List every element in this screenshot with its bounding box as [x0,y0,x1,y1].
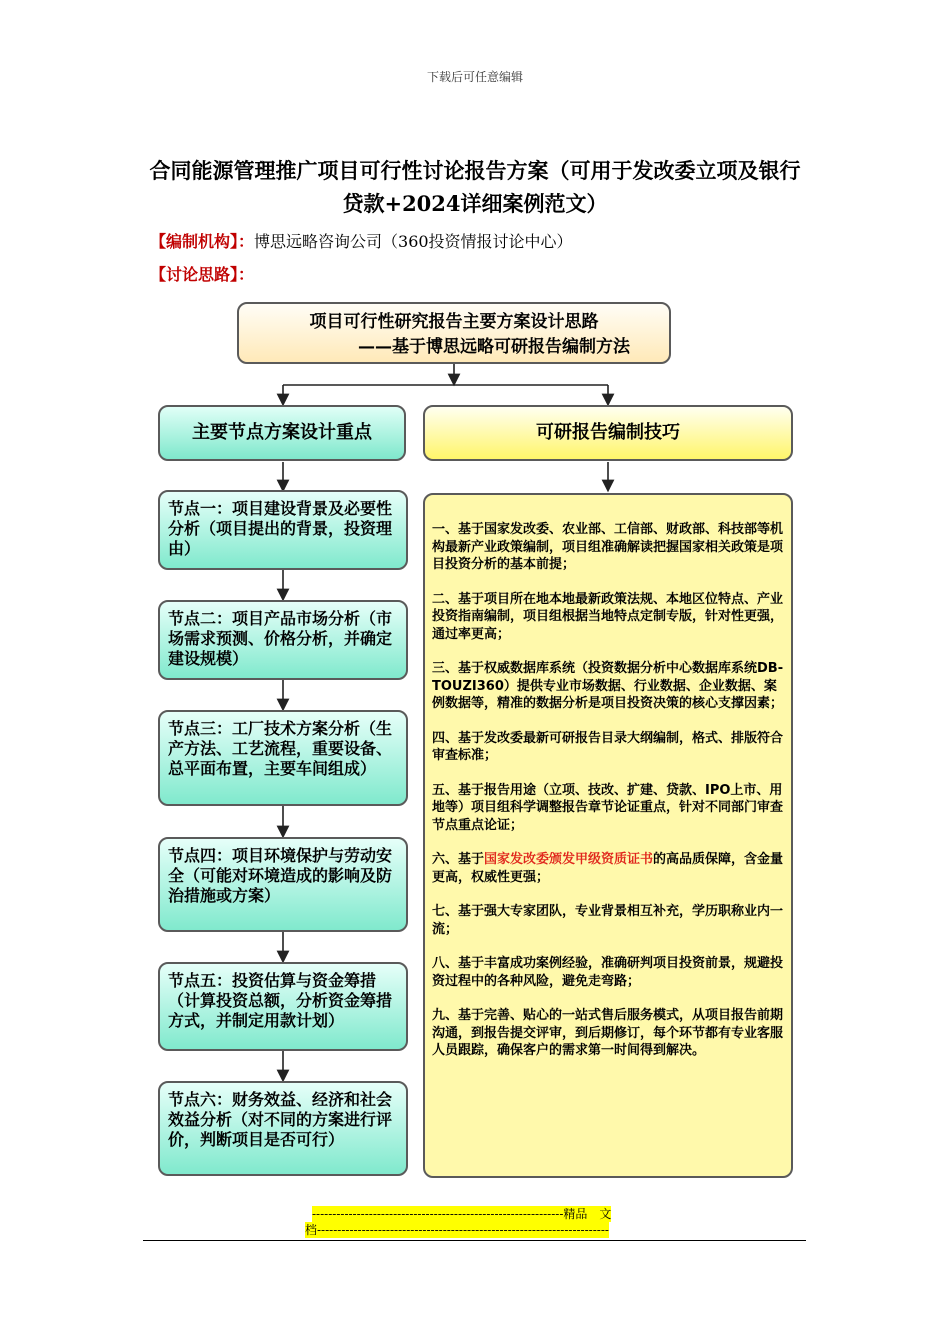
tip-item: 一、基于国家发改委、农业部、工信部、财政部、科技部等机构最新产业政策编制，项目组准确解读把握国家相关政策是项目投资分析的基本前提； [432,522,784,572]
diagram-header [237,302,671,364]
tip6-suffix: 的高品质保障，含金量更高，权威性更强； [432,852,784,885]
tip-item: 九、基于完善、贴心的一站式售后服务模式，从项目报告前期沟通，到报告提交评审，到后期修订，每个环节都有专业客服人员跟踪，确保客户的需求第一时间得到解决。 [432,1008,784,1058]
node-box: 节点五：投资估算与资金筹措（计算投资总额，分析资金筹措方式，并制定用款计划） [158,962,408,1051]
footer-line-2: 档------------------------------------------------------------------------ [305,1223,609,1237]
node-box: 节点二：项目产品市场分析（市场需求预测、价格分析，并确定建设规模） [158,600,408,680]
node-box: 节点一：项目建设背景及必要性分析（项目提出的背景，投资理由） [158,490,408,570]
node-box: 节点六：财务效益、经济和社会效益分析（对不同的方案进行评价，判断项目是否可行） [158,1081,408,1176]
tip6-prefix: 六、基于 [432,852,485,867]
approach-label: 【讨论思路】： [150,265,255,284]
org-value: 博思远略咨询公司（360投资情报讨论中心） [254,232,573,251]
tip-item: 五、基于报告用途（立项、技改、扩建、贷款、IPO上市、用地等）项目组科学调整报告章节论证重点，针对不同部门审查节点重点论证； [432,782,784,833]
org-line [150,229,573,252]
org-label: 【编制机构】： [150,232,255,251]
tip-item: 三、基于权威数据库系统（投资数据分析中心数据库系统DB-TOUZI360）提供专业市场数据、行业数据、企业数据、案例数据等，精准的数据分析是项目投资决策的核心支撑因素； [432,661,784,711]
document-title: 合同能源管理推广项目可行性讨论报告方案（可用于发改委立项及银行贷款+2024详细案例范文） [149,158,801,216]
right-category: 可研报告编制技巧 [423,405,793,461]
header-line-1: 项目可行性研究报告主要方案设计思路 [309,312,599,332]
tip-item-6 [432,851,785,886]
footer-line-1: --------------------------------------------------------------精品 文 [312,1207,612,1221]
tip-item: 八、基于丰富成功案例经验，准确研判项目投资前景，规避投资过程中的各种风险，避免走弯路； [432,956,784,989]
header-line-2: ——基于博思远略可研报告编制方法 [358,337,630,357]
tips-box [423,493,793,1178]
tip-item: 二、基于项目所在地本地最新政策法规、本地区位特点、产业投资指南编制，项目组根据当地特点定制专版，针对性更强，通过率更高； [432,591,784,642]
tip-item: 四、基于发改委最新可研报告目录大纲编制，格式、排版符合审查标准； [432,730,784,763]
node-box: 节点三：工厂技术方案分析（生产方法、工艺流程，重要设备、总平面布置，主要车间组成） [158,710,408,806]
footer-divider [143,1240,806,1241]
node-box: 节点四：项目环境保护与劳动安全（可能对环境造成的影响及防治措施或方案） [158,837,408,932]
top-note: 下载后可任意编辑 [426,70,523,84]
tip-item: 七、基于强大专家团队，专业背景相互补充，学历职称业内一流； [432,904,784,937]
flow-diagram [148,290,802,1188]
tip6-highlight: 国家发改委颁发甲级资质证书 [484,852,654,867]
left-category: 主要节点方案设计重点 [158,405,406,461]
approach-line [150,262,254,285]
